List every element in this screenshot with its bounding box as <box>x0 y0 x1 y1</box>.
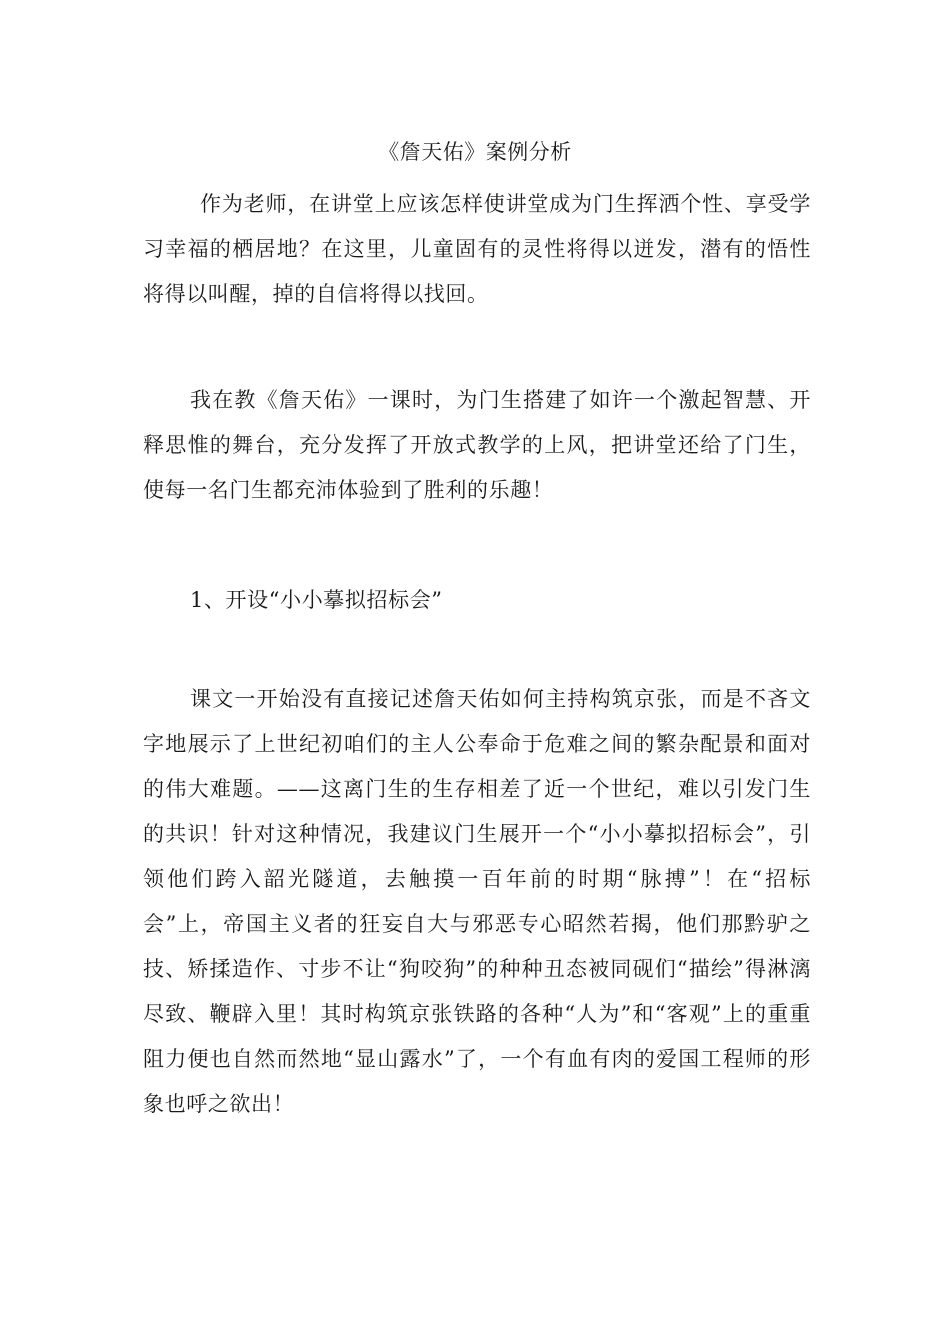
paragraph-lesson: 我在教《詹天佑》一课时，为门生搭建了如许一个激起智慧、开释思惟的舞台，充分发挥了开放式教学的上风，把讲堂还给了门生，使每一名门生都充沛体验到了胜利的乐趣！ <box>143 388 811 502</box>
paragraph-intro: 作为老师，在讲堂上应该怎样使讲堂成为门生挥洒个性、享受学习幸福的栖居地？在这里，儿童固有的灵性将得以迸发，潜有的悟性将得以叫醒，掉的自信将得以找回。 <box>143 192 811 306</box>
document-title: 《詹天佑》案例分析 <box>378 140 572 164</box>
section-heading: 1、开设“小小摹拟招标会” <box>190 588 443 612</box>
paragraph-body: 课文一开始没有直接记述詹天佑如何主持构筑京张，而是不吝文字地展示了上世纪初咱们的主人公奉命于危难之间的繁杂配景和面对的伟大难题。——这离门生的生存相差了近一个世纪，难以引发门生的共识！针对这种情况，我建议门生展开一个“小小摹拟招标会”，引领他们跨入韶光隧道，去触摸一百年前的时期“脉搏”！在“招标会”上，帝国主义者的狂妄自大与邪恶专心昭然若揭，他们那黔驴之技、矫揉造作、寸步不让“狗咬狗”的种种丑态被同砚们“描绘”得淋漓尽致、鞭辟入里！其时构筑京张铁路的各种“人为”和“客观”上的重重阻力便也自然而然地“显山露水”了，一个有血有肉的爱国工程师的形象也呼之欲出！ <box>143 687 811 1116</box>
